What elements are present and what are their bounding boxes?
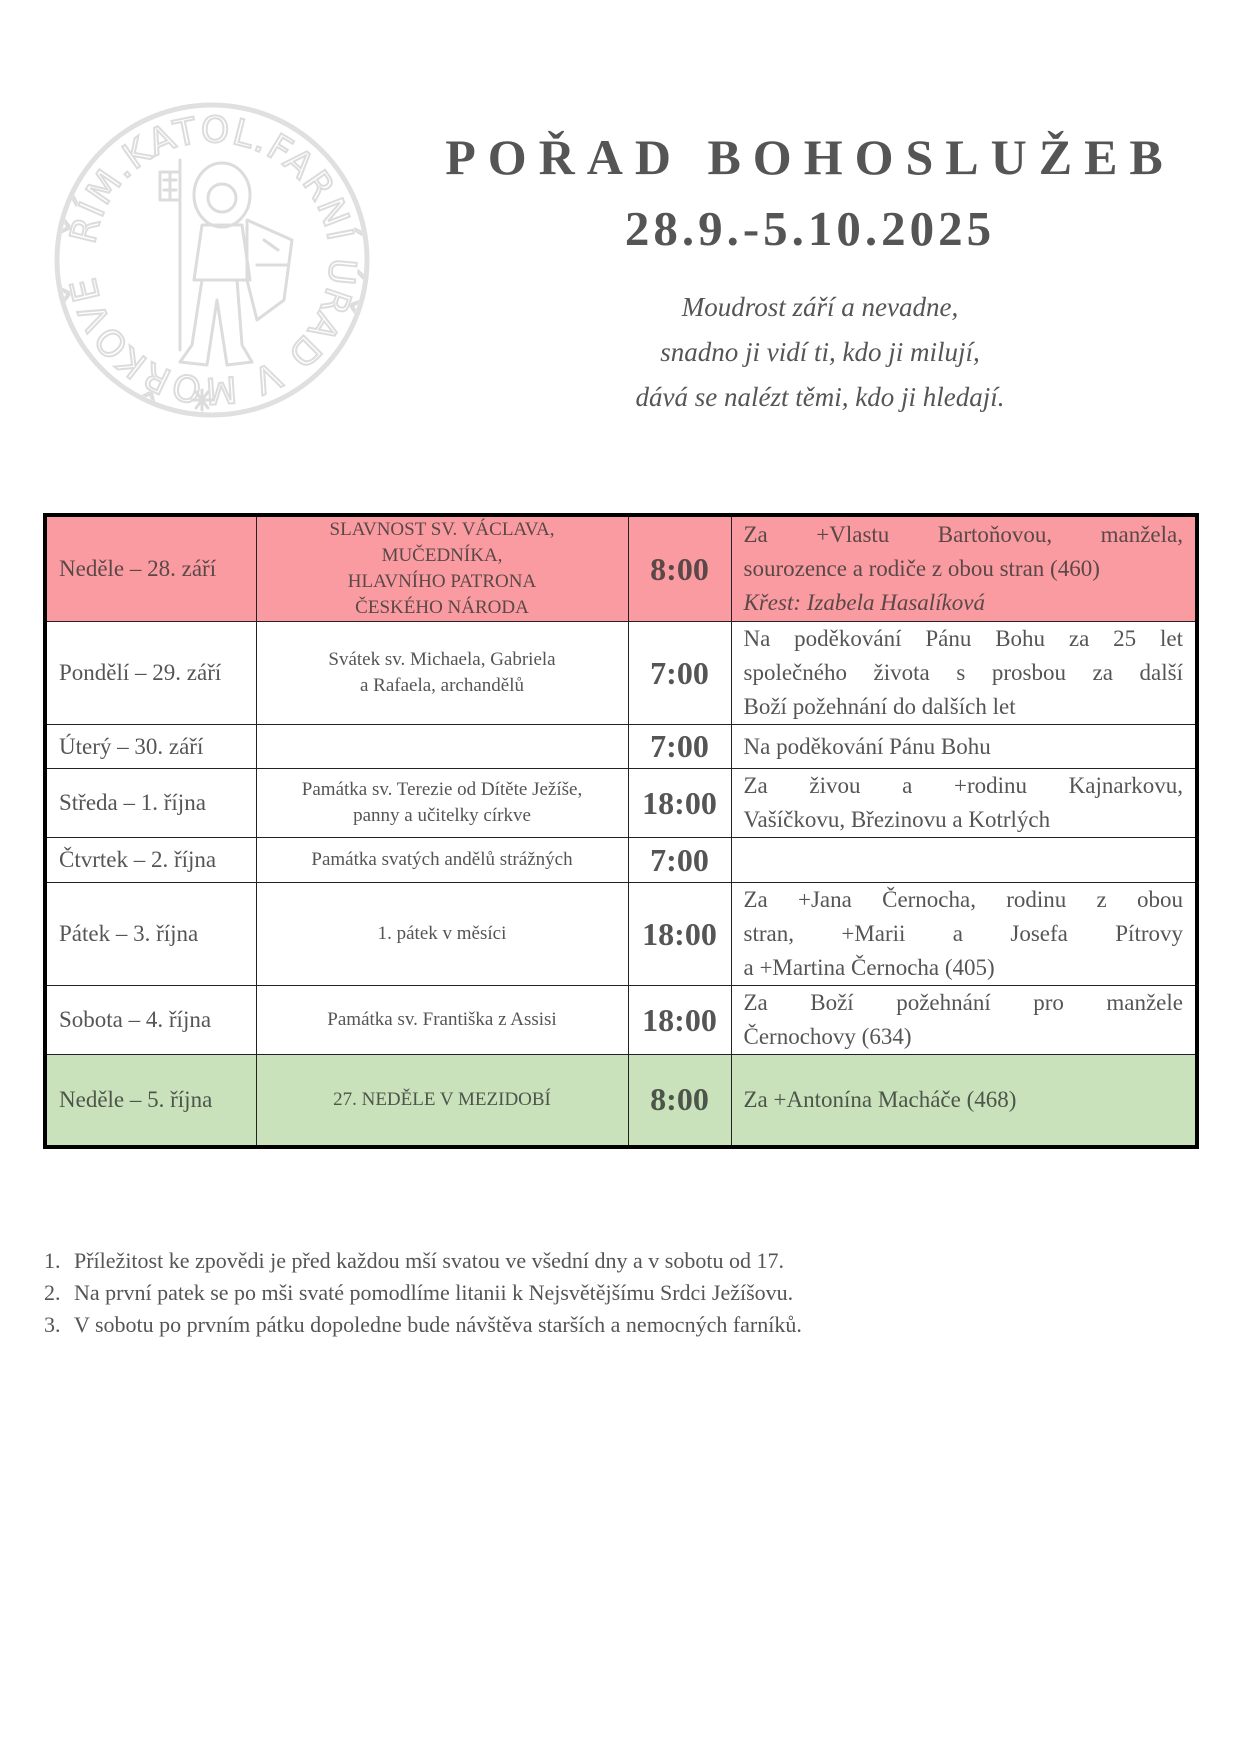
feast-line: Svátek sv. Michaela, Gabriela <box>328 649 556 670</box>
day-cell: Sobota – 4. října <box>45 986 256 1055</box>
day-cell: Pondělí – 29. září <box>45 622 256 725</box>
note-text: Příležitost ke zpovědi je před každou mší svatou ve všední dny a v sobotu od 17. <box>74 1248 784 1273</box>
time-cell: 8:00 <box>628 1055 731 1147</box>
schedule-row <box>45 986 1197 1055</box>
feast-line: HLAVNÍHO PATRONA <box>347 571 537 592</box>
time-cell: 18:00 <box>628 883 731 986</box>
baptism-note: Křest: Izabela Hasalíková <box>743 590 985 615</box>
time-cell: 7:00 <box>628 725 731 769</box>
feast-line: ČESKÉHO NÁRODA <box>355 597 529 618</box>
intention-line: Za Boží požehnání pro manžele <box>743 990 1183 1015</box>
feast-line: Památka sv. Františka z Assisi <box>327 1009 557 1030</box>
intention-line: Vašíčkovu, Březinovu a Kotrlých <box>743 807 1051 832</box>
intention-cell <box>731 769 1197 838</box>
time-cell: 18:00 <box>628 769 731 838</box>
intention-cell <box>731 838 1197 883</box>
feast-line: Památka svatých andělů strážných <box>311 849 573 870</box>
feast-cell <box>256 622 628 725</box>
time-cell: 8:00 <box>628 515 731 622</box>
intention-line: Boží požehnání do dalších let <box>743 694 1016 719</box>
notes-list <box>44 1245 802 1341</box>
svg-text:ŘÍM.KATOL.FARNÍ ÚŘAD V MOŘKOVĚ <box>62 110 364 411</box>
motto-line: dává se nalézt těmi, kdo ji hledají. <box>635 382 1005 412</box>
time-cell: 18:00 <box>628 986 731 1055</box>
note-number: 1. <box>44 1248 61 1273</box>
intention-cell <box>731 515 1197 622</box>
intention-line: a +Martina Černocha (405) <box>743 955 995 980</box>
feast-line: SLAVNOST SV. VÁCLAVA, <box>329 519 555 540</box>
feast-cell <box>256 725 628 769</box>
schedule-row <box>45 838 1197 883</box>
note-text: V sobotu po prvním pátku dopoledne bude návštěva starších a nemocných farníků. <box>74 1312 802 1337</box>
feast-cell <box>256 838 628 883</box>
intention-line: Za +Vlastu Bartoňovou, manžela, <box>743 522 1183 547</box>
note-text: Na první patek se po mši svaté pomodlíme litanii k Nejsvětějšímu Srdci Ježíšovu. <box>74 1280 794 1305</box>
feast-line: MUČEDNÍKA, <box>381 545 503 566</box>
intention-cell <box>731 725 1197 769</box>
schedule-row <box>45 1055 1197 1147</box>
note-number: 2. <box>44 1280 61 1305</box>
intention-cell <box>731 986 1197 1055</box>
schedule-row <box>45 883 1197 986</box>
feast-cell <box>256 883 628 986</box>
intention-cell <box>731 883 1197 986</box>
feast-line: 27. NEDĚLE V MEZIDOBÍ <box>333 1088 551 1110</box>
feast-cell <box>256 1055 628 1147</box>
note-item <box>44 1277 802 1309</box>
feast-cell <box>256 769 628 838</box>
note-number: 3. <box>44 1312 61 1337</box>
feast-line: panny a učitelky církve <box>353 805 531 826</box>
parish-seal-icon <box>52 100 372 420</box>
intention-line: stran, +Marii a Josefa Pítrovy <box>743 921 1183 946</box>
motto-line: snadno ji vidí ti, kdo ji milují, <box>660 337 980 367</box>
motto-line: Moudrost září a nevadne, <box>681 292 959 322</box>
note-item <box>44 1245 802 1277</box>
feast-line: a Rafaela, archandělů <box>359 675 525 696</box>
motto <box>530 285 1110 420</box>
feast-line: 1. pátek v měsíci <box>377 923 507 944</box>
schedule-row <box>45 725 1197 769</box>
day-cell: Čtvrtek – 2. října <box>45 838 256 883</box>
intention-line: Na poděkování Pánu Bohu <box>743 733 991 759</box>
date-range: 28.9.-5.10.2025 <box>624 201 996 256</box>
day-cell: Neděle – 5. října <box>45 1055 256 1147</box>
schedule-row <box>45 622 1197 725</box>
intention-line: Černochovy (634) <box>743 1024 912 1049</box>
schedule-table <box>43 513 1199 1149</box>
schedule-row <box>45 515 1197 622</box>
intention-cell <box>731 622 1197 725</box>
note-item <box>44 1309 802 1341</box>
intention-cell <box>731 1055 1197 1147</box>
feast-line: Památka sv. Terezie od Dítěte Ježíše, <box>301 779 583 800</box>
intention-line: společného života s prosbou za další <box>743 660 1183 685</box>
intention-line: Za +Antonína Macháče (468) <box>743 1086 1017 1112</box>
time-cell: 7:00 <box>628 838 731 883</box>
feast-cell <box>256 515 628 622</box>
intention-line: Za +Jana Černocha, rodinu z obou <box>743 887 1183 912</box>
feast-cell <box>256 986 628 1055</box>
day-cell: Pátek – 3. října <box>45 883 256 986</box>
day-cell: Úterý – 30. září <box>45 725 256 769</box>
intention-line: Za živou a +rodinu Kajnarkovu, <box>743 773 1183 798</box>
schedule-row <box>45 769 1197 838</box>
day-cell: Neděle – 28. září <box>45 515 256 622</box>
day-cell: Středa – 1. října <box>45 769 256 838</box>
page-title: POŘAD BOHOSLUŽEB <box>445 129 1175 185</box>
intention-line: sourozence a rodiče z obou stran (460) <box>743 556 1100 581</box>
time-cell: 7:00 <box>628 622 731 725</box>
seal-ring-text: ŘÍM.KATOL.FARNÍ ÚŘAD V MOŘKOVĚ <box>63 109 363 411</box>
intention-line: Na poděkování Pánu Bohu za 25 let <box>743 626 1183 651</box>
